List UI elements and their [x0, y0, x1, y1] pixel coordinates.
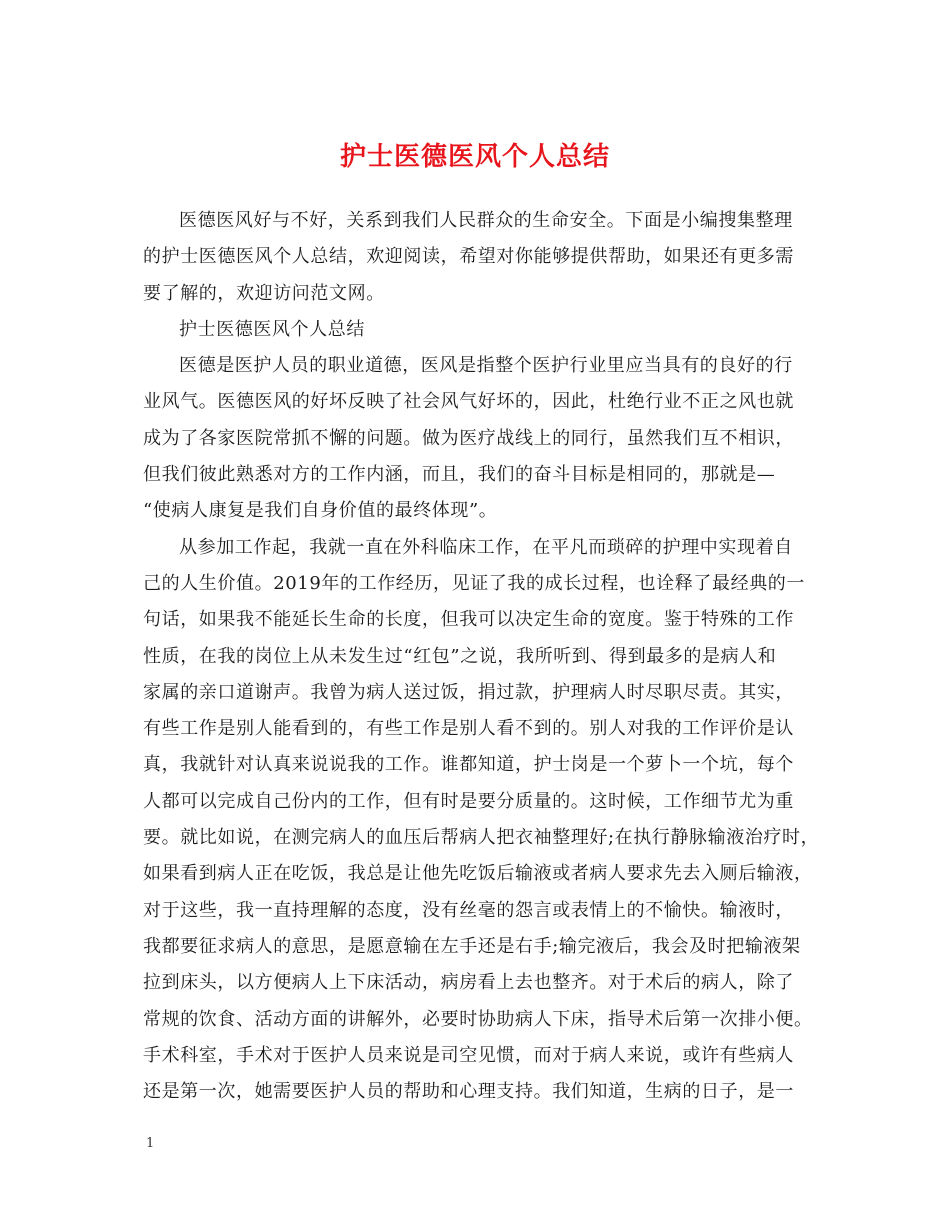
section-heading: 护士医德医风个人总结 — [179, 318, 365, 340]
text-line: 从参加工作起，我就一直在外科临床工作，在平凡而琐碎的护理中实现着自 — [179, 536, 793, 558]
text-line: 医德是医护人员的职业道德，医风是指整个医护行业里应当具有的良好的行 — [179, 355, 793, 377]
text-line: 的护士医德医风个人总结，欢迎阅读，希望对你能够提供帮助，如果还有更多需 — [143, 246, 794, 268]
text-line: 要了解的，欢迎访问范文网。 — [143, 282, 385, 304]
text-line: 还是第一次，她需要医护人员的帮助和心理支持。我们知道，生病的日子，是一 — [143, 1081, 794, 1103]
text-line: 业风气。医德医风的好坏反映了社会风气好坏的，因此，杜绝行业不正之风也就 — [143, 391, 794, 413]
text-line: 真，我就针对认真来说说我的工作。谁都知道，护士岗是一个萝卜一个坑，每个 — [143, 754, 794, 776]
text-line: 性质，在我的岗位上从未发生过“红包”之说，我所听到、得到最多的是病人和 — [143, 645, 777, 667]
document-title: 护士医德医风个人总结 — [339, 142, 610, 172]
text-line: 医德医风好与不好，关系到我们人民群众的生命安全。下面是小编搜集整理 — [179, 210, 793, 231]
text-line: 句话，如果我不能延长生命的长度，但我可以决定生命的宽度。鉴于特殊的工作 — [143, 609, 794, 631]
text-line: “使病人康复是我们自身价值的最终体现”。 — [143, 500, 498, 522]
text-line: 常规的饮食、活动方面的讲解外，必要时协助病人下床，指导术后第一次排小便。 — [143, 1008, 813, 1030]
document-body — [143, 203, 820, 1110]
text-line: 对于这些，我一直持理解的态度，没有丝毫的怨言或表情上的不愉快。输液时， — [143, 899, 794, 921]
text-line: 但我们彼此熟悉对方的工作内涵，而且，我们的奋斗目标是相同的，那就是— — [143, 464, 776, 486]
text-line: 家属的亲口道谢声。我曾为病人送过饭，捐过款，护理病人时尽职尽责。其实， — [143, 681, 794, 703]
text-line: 有些工作是别人能看到的，有些工作是别人看不到的。别人对我的工作评价是认 — [143, 718, 794, 740]
text-line: 人都可以完成自己份内的工作，但有时是要分质量的。这时候，工作细节尤为重 — [143, 790, 794, 812]
text-line: 拉到床头，以方便病人上下床活动，病房看上去也整齐。对于术后的病人，除了 — [143, 972, 794, 994]
text-line: 手术科室，手术对于医护人员来说是司空见惯，而对于病人来说，或许有些病人 — [143, 1044, 794, 1066]
text-line: 己的人生价值。2019年的工作经历，见证了我的成长过程，也诠释了最经典的一 — [143, 572, 806, 594]
text-line: 成为了各家医院常抓不懈的问题。做为医疗战线上的同行，虽然我们互不相识， — [143, 427, 794, 449]
text-line: 如果看到病人正在吃饭，我总是让他先吃饭后输液或者病人要求先去入厕后输液， — [143, 863, 813, 885]
text-line: 我都要征求病人的意思，是愿意输在左手还是右手;输完液后，我会及时把输液架 — [143, 935, 801, 957]
page-number: 1 — [146, 1136, 155, 1151]
text-line: 要。就比如说，在测完病人的血压后帮病人把衣袖整理好;在执行静脉输液治疗时， — [143, 827, 820, 849]
